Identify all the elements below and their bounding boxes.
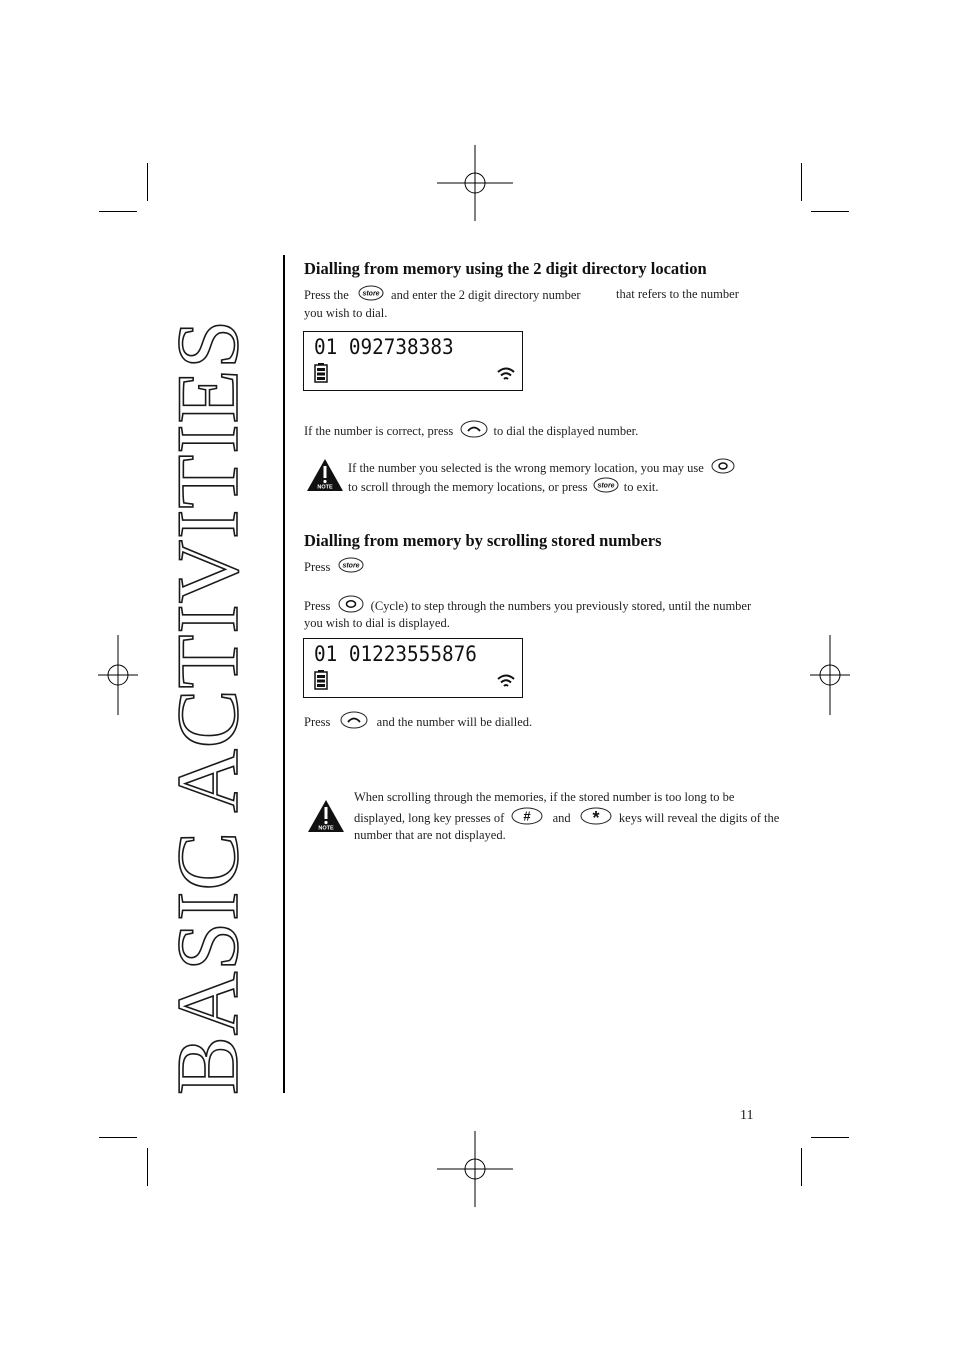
section-heading: Dialling from memory using the 2 digit directory location — [304, 259, 707, 278]
crop-mark — [147, 163, 148, 201]
svg-text:*: * — [592, 808, 600, 825]
store-key-icon — [338, 557, 364, 579]
instruction-line: that refers to the number — [616, 287, 739, 301]
instruction-line: you wish to dial. — [304, 306, 388, 320]
signal-icon — [496, 366, 516, 382]
note-text: When scrolling through the memories, if the stored number is too long to be — [354, 790, 735, 804]
instruction-line: Press (Cycle) to step through the numbers you previously stored, until the number — [304, 595, 751, 619]
svg-text:NOTE: NOTE — [317, 484, 333, 491]
star-key-icon — [580, 807, 612, 831]
talk-key-icon — [460, 420, 488, 444]
note-text: to scroll through the memory locations, or press store to exit. — [348, 477, 659, 499]
instruction-line: you wish to dial is displayed. — [304, 616, 450, 630]
side-section-title: BASIC ACTIVITIES — [160, 318, 257, 1095]
vertical-divider — [283, 255, 285, 1093]
battery-icon — [314, 670, 328, 690]
crop-mark — [99, 1137, 137, 1138]
instruction-line: Press the store and enter the 2 digit directory number — [304, 285, 581, 307]
cycle-key-icon — [711, 458, 735, 480]
store-key-icon — [593, 477, 619, 499]
talk-key-icon — [340, 711, 368, 735]
registration-mark-icon — [790, 635, 870, 715]
hash-key-icon — [511, 807, 543, 831]
crop-mark — [99, 211, 137, 212]
page-number: 11 — [740, 1108, 754, 1123]
note-warning-icon — [306, 798, 346, 834]
crop-mark — [801, 163, 802, 201]
note-text: number that are not displayed. — [354, 828, 506, 842]
note-text: displayed, long key presses of # and * keys will reveal the digits of the — [354, 807, 779, 831]
signal-icon — [496, 673, 516, 689]
lcd-display — [303, 331, 523, 391]
svg-text:store: store — [362, 290, 380, 298]
note-text: If the number you selected is the wrong memory location, you may use — [348, 458, 735, 480]
battery-icon — [314, 363, 328, 383]
instruction-line: If the number is correct, press to dial the displayed number. — [304, 420, 638, 444]
lcd-display — [303, 638, 523, 698]
display-number: 01 092738383 — [314, 335, 454, 359]
instruction-line: Press and the number will be dialled. — [304, 711, 532, 735]
display-number: 01 01223555876 — [314, 642, 477, 666]
note-warning-icon — [305, 457, 345, 493]
registration-mark-icon — [435, 1129, 515, 1209]
svg-text:store: store — [597, 482, 615, 490]
crop-mark — [811, 211, 849, 212]
crop-mark — [801, 1148, 802, 1186]
svg-text:store: store — [341, 562, 360, 570]
svg-text:#: # — [523, 808, 532, 824]
crop-mark — [811, 1137, 849, 1138]
registration-mark-icon — [78, 635, 158, 715]
crop-mark — [147, 1148, 148, 1186]
section-heading: Dialling from memory by scrolling stored numbers — [304, 531, 662, 550]
instruction-line: Press store — [304, 557, 364, 579]
svg-text:NOTE: NOTE — [318, 825, 334, 832]
registration-mark-icon — [435, 143, 515, 223]
